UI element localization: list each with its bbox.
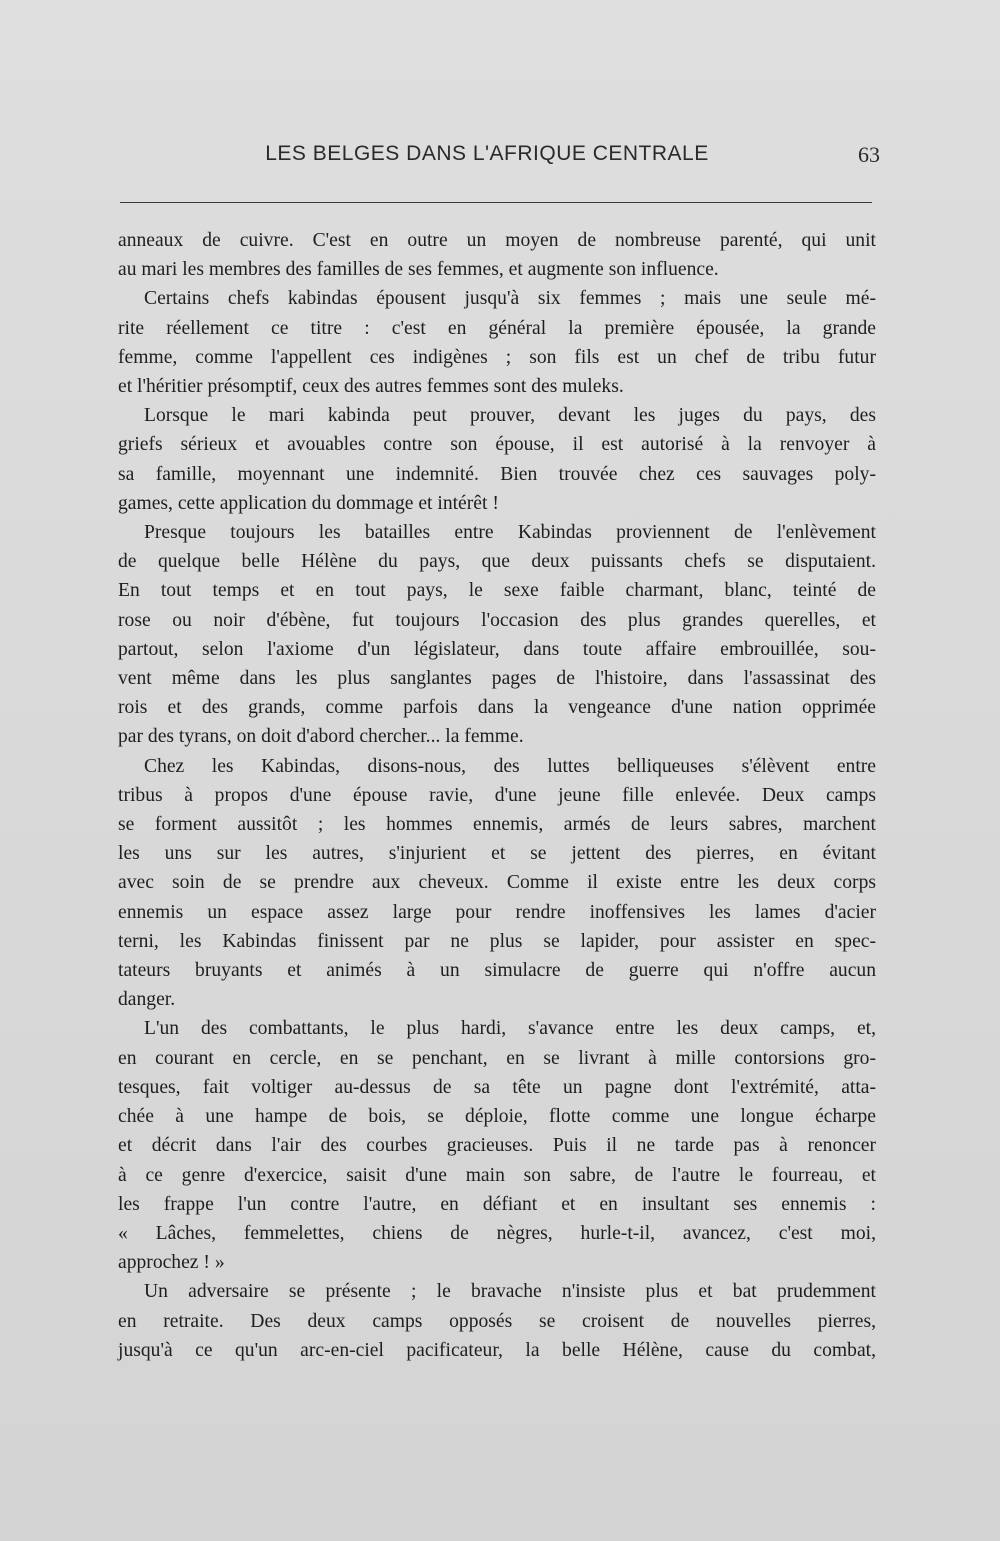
text-line: à ce genre d'exercice, saisit d'une main son sabre, de l'autre le fourreau, et	[118, 1164, 876, 1186]
text-line: En tout temps et en tout pays, le sexe faible charmant, blanc, teinté de	[118, 580, 876, 602]
running-title: LES BELGES DANS L'AFRIQUE CENTRALE	[265, 142, 709, 165]
text-line: femme, comme l'appellent ces indigènes ; son fils est un chef de tribu futur	[118, 346, 876, 368]
text-line: les frappe l'un contre l'autre, en défiant et en insultant ses ennemis :	[118, 1193, 876, 1215]
text-line: rose ou noir d'ébène, fut toujours l'occasion des plus grandes querelles, et	[118, 609, 876, 631]
text-line: Un adversaire se présente ; le bravache n'insiste plus et bat prudemment	[144, 1281, 876, 1303]
text-line: en retraite. Des deux camps opposés se croisent de nouvelles pierres,	[118, 1310, 876, 1332]
text-line: griefs sérieux et avouables contre son épouse, il est autorisé à la renvoyer à	[118, 434, 876, 456]
text-line: partout, selon l'axiome d'un législateur, dans toute affaire embrouillée, sou-	[118, 638, 876, 660]
text-line: rois et des grands, comme parfois dans la vengeance d'une nation opprimée	[118, 697, 876, 719]
text-line: sa famille, moyennant une indemnité. Bien trouvée chez ces sauvages poly-	[118, 463, 876, 485]
text-line: tesques, fait voltiger au-dessus de sa tête un pagne dont l'extrémité, atta-	[118, 1076, 876, 1098]
text-line: tribus à propos d'une épouse ravie, d'une jeune fille enlevée. Deux camps	[118, 784, 876, 806]
text-line: se forment aussitôt ; les hommes ennemis, armés de leurs sabres, marchent	[118, 814, 876, 836]
text-line: Presque toujours les batailles entre Kabindas proviennent de l'enlèvement	[144, 522, 876, 544]
text-line: L'un des combattants, le plus hardi, s'avance entre les deux camps, et,	[144, 1018, 876, 1040]
text-line: games, cette application du dommage et intérêt !	[118, 492, 499, 514]
body-text	[118, 226, 876, 1365]
text-line: les uns sur les autres, s'injurient et se jettent des pierres, en évitant	[118, 843, 876, 865]
text-line: vent même dans les plus sanglantes pages de l'histoire, dans l'assassinat des	[118, 668, 876, 690]
text-line: tateurs bruyants et animés à un simulacre de guerre qui n'offre aucun	[118, 960, 876, 982]
text-line: terni, les Kabindas finissent par ne plus se lapider, pour assister en spec-	[118, 930, 876, 952]
text-line: par des tyrans, on doit d'abord chercher... la femme.	[118, 726, 524, 748]
text-line: Lorsque le mari kabinda peut prouver, devant les juges du pays, des	[144, 405, 876, 427]
header-rule	[120, 202, 872, 203]
text-line: danger.	[118, 989, 176, 1011]
text-line: en courant en cercle, en se penchant, en se livrant à mille contorsions gro-	[118, 1047, 876, 1069]
text-line: au mari les membres des familles de ses femmes, et augmente son influence.	[118, 259, 719, 281]
text-line: anneaux de cuivre. C'est en outre un moyen de nombreuse parenté, qui unit	[118, 230, 876, 251]
text-line: chée à une hampe de bois, se déploie, flotte comme une longue écharpe	[118, 1106, 876, 1128]
page-number: 63	[858, 142, 880, 167]
running-head	[118, 142, 880, 176]
text-line: rite réellement ce titre : c'est en général la première épousée, la grande	[118, 317, 876, 339]
text-line: Chez les Kabindas, disons-nous, des luttes belliqueuses s'élèvent entre	[144, 755, 876, 777]
text-line: approchez ! »	[118, 1252, 225, 1274]
text-line: avec soin de se prendre aux cheveux. Comme il existe entre les deux corps	[118, 872, 876, 894]
text-line: Certains chefs kabindas épousent jusqu'à six femmes ; mais une seule mé-	[144, 288, 876, 310]
text-line: et l'héritier présomptif, ceux des autres femmes sont des muleks.	[118, 376, 624, 398]
text-line: jusqu'à ce qu'un arc-en-ciel pacificateur, la belle Hélène, cause du combat,	[118, 1339, 876, 1361]
text-line: de quelque belle Hélène du pays, que deux puissants chefs se disputaient.	[118, 551, 876, 573]
text-line: « Lâches, femmelettes, chiens de nègres, hurle-t-il, avancez, c'est moi,	[118, 1222, 876, 1244]
text-line: et décrit dans l'air des courbes gracieuses. Puis il ne tarde pas à renoncer	[118, 1135, 876, 1157]
text-line: ennemis un espace assez large pour rendre inoffensives les lames d'acier	[118, 901, 876, 923]
